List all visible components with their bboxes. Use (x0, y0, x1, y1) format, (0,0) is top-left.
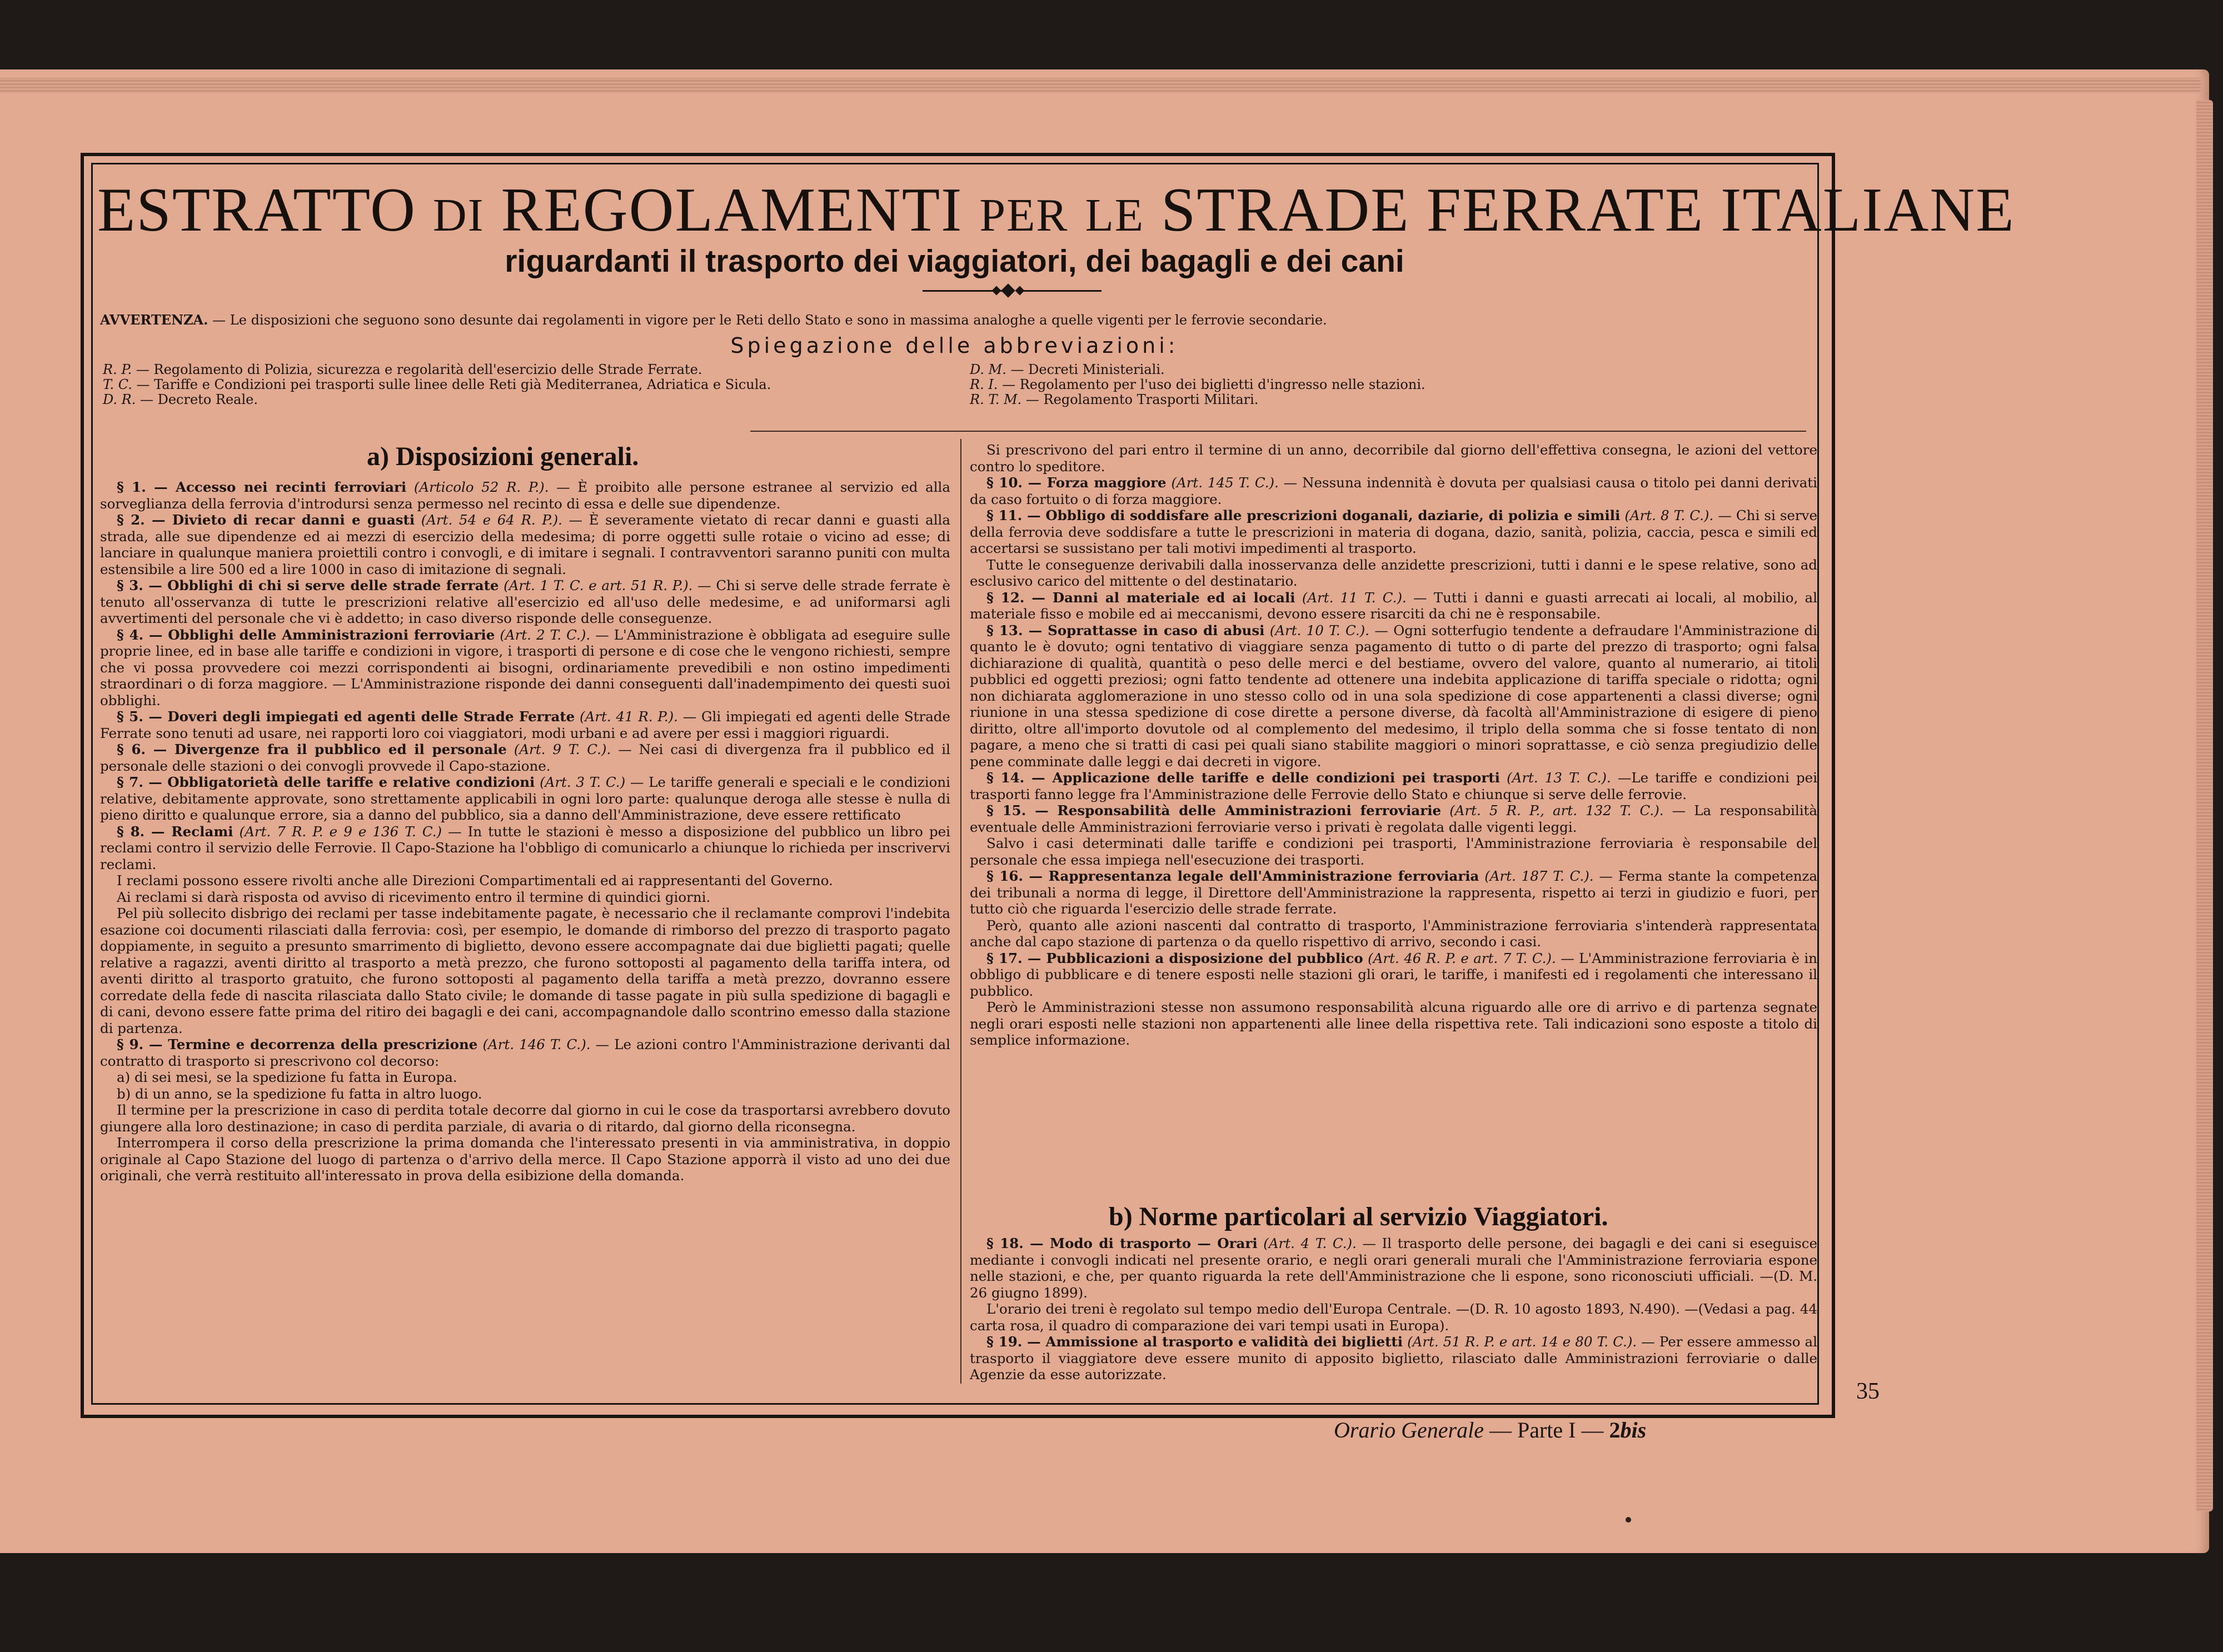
paragraph (970, 950, 1817, 1000)
paragraph-text: — Le tariffe generali e speciali e le condizioni relative, debitamente approvate, sono strettamente applicabili in ogni loro parte: qualunque deroga alle stesse è nulla di pieno diritto e qualunque errore, sia a danno del pubblico, sia a danno dell'Amministrazione, deve essere rettificato (100, 774, 950, 823)
paragraph-text: — In tutte le stazioni è messo a disposizione del pubblico un libro pei reclami contro il servizio delle Ferrovie. Il Capo-Stazione ha l'obbligo di comunicarlo a chiunque lo richieda per inscrivervi reclami. (100, 823, 950, 872)
abbreviations-heading: Spiegazione delle abbreviazioni: (730, 333, 1179, 358)
paragraph-reference: (Art. 8 T. C.). (1624, 507, 1714, 523)
paragraph (970, 622, 1817, 770)
paragraph (970, 999, 1817, 1049)
page-edge-right (2196, 100, 2213, 1511)
paragraph-text: — Chi si serve delle strade ferrate è tenuto all'osservanza di tutte le prescrizioni relative all'esercizio ed all'uso delle medesime, e ad uniformarsi agli avvertimenti del personale che vi è addetto; in caso diverso risponde delle conseguenze. (100, 577, 950, 626)
avvertenza-notice (100, 311, 1806, 329)
paragraph-reference: (Art. 1 T. C. e art. 51 R. P.). (504, 577, 693, 593)
title-word: STRADE FERRATE ITALIANE (1161, 176, 2015, 244)
right-column-b (970, 1235, 1817, 1383)
page-title (97, 176, 2015, 249)
paragraph (100, 741, 950, 774)
paragraph-heading: § 13. — Soprattasse in caso di abusi (986, 622, 1265, 638)
abbreviations-separator (750, 431, 1806, 432)
paragraph-text: — L'Amministrazione è obbligata ad eseguire sulle proprie linee, ed in base alle tariffe e condizioni in vigore, i trasporti di persone e di cose che le vengono richiesti, sempre che vi possa provvedere coi mezzi corrispondenti ai bisogni, ordinariamente prevedibili e non ostino impedimenti straordinari o di forza maggiore. — L'Amministrazione risponde dei danni conseguenti dall'inadempimento dei questi suoi obblighi. (100, 626, 950, 708)
title-word: PER (979, 189, 1069, 241)
paragraph-text: — È severamente vietato di recar danni e guasti alla strada, alle sue dipendenze ed ai mezzi di esercizio della medesima; di porre oggetti sulle rotaie o vicino ad esse; di lanciare in qualunque maniera proiettili contro i convogli, e di imitare i segnali. I contravventori saranno puniti con multa estensibile a lire 500 ed a lire 1000 in caso di imitazione di segnali. (100, 512, 950, 577)
paragraph-reference: (Art. 41 R. P.). (580, 708, 678, 725)
abbreviation-item: T. C. — Tariffe e Condizioni pei trasporti sulle linee delle Reti già Mediterranea, Adriatica e Sicula. (103, 377, 771, 392)
paragraph-text: — Ferma stante la competenza dei tribunali a norma di legge, il Direttore dell'Amministrazione la rappresenta, rispetto ai terzi in giudizio e fuori, per tutto ciò che riguarda l'esercizio delle strade ferrate. (970, 868, 1817, 917)
paragraph-heading: § 16. — Rappresentanza legale dell'Amministrazione ferroviaria (986, 868, 1479, 884)
paragraph (100, 1069, 950, 1086)
paragraph (970, 1334, 1817, 1383)
paragraph (100, 479, 950, 512)
paragraph-heading: § 19. — Ammissione al trasporto e validità dei biglietti (986, 1334, 1403, 1350)
paragraph-text: — Nessuna indennità è dovuta per qualsiasi causa o titolo pei danni derivati da caso fortuito o di forza maggiore. (970, 475, 1817, 507)
paragraph (970, 835, 1817, 868)
abbreviation-item: D. M. — Decreti Ministeriali. (970, 362, 1165, 377)
paragraph-reference: (Art. 11 T. C.). (1302, 589, 1407, 606)
page-number: 35 (1856, 1379, 1880, 1404)
ornament-divider (923, 282, 1100, 299)
paragraph-reference: (Art. 145 T. C.). (1171, 475, 1279, 491)
page-edge-top (0, 78, 2201, 93)
paragraph-reference: (Art. 10 T. C.). (1269, 622, 1370, 638)
paragraph-text: Interrompera il corso della prescrizione la prima domanda che l'interessato presenti in via amministrativa, in doppio originale al Capo Stazione del luogo di partenza o d'arrivo della merce. Il Capo Stazione apporrà il visto ad uno dei due originali, che verrà restituito all'interessato in prova della esibizione della domanda. (100, 1135, 950, 1184)
title-word: LE (1085, 189, 1145, 241)
footer-part: — Parte I — (1489, 1418, 1604, 1443)
avvertenza-text: — Le disposizioni che seguono sono desunte dai regolamenti in vigore per le Reti dello Stato e sono in massima analoghe a quelle vigenti per le ferrovie secondarie. (212, 312, 1327, 328)
paragraph-text: b) di un anno, se la spedizione fu fatta in altro luogo. (117, 1085, 482, 1102)
paragraph-text: Però, quanto alle azioni nascenti dal contratto di trasporto, l'Amministrazione ferroviaria s'intenderà rappresentata anche dal capo stazione di partenza o da quello rispettivo di arrivo, secondo i casi. (970, 917, 1817, 950)
page-subtitle: riguardanti il trasporto dei viaggiatori, dei bagagli e dei cani (505, 243, 1404, 279)
paragraph-reference: (Articolo 52 R. P.). (413, 479, 549, 495)
paragraph-text: — Il trasporto delle persone, dei bagagli e dei cani si eseguisce mediante i convogli indicati nel presente orario, e negli orari generali murali che l'Amministrazione ferroviaria espone nelle stazioni, e che, per quanto riguarda la rete dell'Amministrazione che li espone, sono riconosciuti ufficiali. —(D. M. 26 giugno 1899). (970, 1235, 1817, 1301)
paragraph-heading: § 2. — Divieto di recar danni e guasti (117, 512, 415, 528)
abbreviations-right (970, 362, 1776, 407)
paragraph-heading: § 3. — Obblighi di chi si serve delle strade ferrate (117, 577, 499, 593)
paragraph (100, 823, 950, 873)
paragraph-text: — L'Amministrazione ferroviaria è in obbligo di pubblicare e di tenere esposti nelle stazioni gli orari, le tariffe, i manifesti ed i regolamenti che interessano il pubblico. (970, 950, 1817, 999)
abbreviation-item: R. P. — Regolamento di Polizia, sicurezza e regolarità dell'esercizio delle Strade Ferrate. (103, 362, 702, 377)
paragraph-reference: (Art. 46 R. P. e art. 7 T. C.). (1368, 950, 1556, 966)
paragraph-reference: (Art. 146 T. C.). (482, 1036, 591, 1052)
paragraph-text: — Ogni sotterfugio tendente a defraudare l'Amministrazione di quanto le è dovuto; ogni tentativo di viaggiare senza pagamento di tutto o di parte del prezzo di trasporto; ogni falsa dichiarazione di qualità, quantità o peso delle merci e del bestiame, ovvero del valore, quanto al numerario, ai titoli pubblici ed oggetti preziosi; ogni fatto tendente ad ottenere una indebita applicazione di tariffa speciale o ridotta; ogni non dichiarata agglomerazione in uno stesso collo od in una sola spedizione di cose appartenenti a classi diverse; ogni riunione in una stessa spedizione di cose dirette a persone diverse, dà facoltà all'Amministrazione di esigere di pieno diritto, oltre all'importo dovutole od al complemento del medesimo, il triplo della somma che si fosse tentato di non pagare, a meno che si tratti di casi pei quali siano stabilite maggiori o minori soprattasse, e ciò senza pregiudizio delle pene comminate dalle leggi e dai decreti in vigore. (970, 622, 1817, 770)
paragraph (100, 905, 950, 1036)
paragraph-heading: § 11. — Obbligo di soddisfare alle prescrizioni doganali, daziarie, di polizia e simili (986, 507, 1621, 523)
avvertenza-label: AVVERTENZA. (100, 312, 208, 328)
paragraph-reference: (Art. 7 R. P. e 9 e 136 T. C.) (239, 823, 442, 840)
paragraph-text: — La responsabilità eventuale delle Amministrazioni ferroviarie verso i privati è regolata dalle vigenti leggi. (970, 802, 1817, 835)
paragraph (970, 868, 1817, 917)
paragraph-heading: § 1. — Accesso nei recinti ferroviari (117, 479, 407, 495)
paragraph-heading: § 15. — Responsabilità delle Amministrazioni ferroviarie (986, 802, 1442, 818)
abbreviation-item: D. R. — Decreto Reale. (103, 392, 258, 407)
footer-bis: bis (1620, 1418, 1647, 1443)
title-word: REGOLAMENTI (501, 176, 963, 244)
paragraph-text: Tutte le conseguenze derivabili dalla inosservanza delle anzidette prescrizioni, tutti i danni e le spese relative, sono ad esclusivo carico del mittente o del destinatario. (970, 556, 1817, 589)
paragraph-text: L'orario dei treni è regolato sul tempo medio dell'Europa Centrale. —(D. R. 10 agosto 1893, N.490). —(Vedasi a pag. 44 carta rosa, il quadro di comparazione dei vari tempi usati in Europa). (970, 1301, 1817, 1334)
title-word: DI (432, 189, 485, 241)
paragraph (970, 770, 1817, 802)
paragraph-heading: § 17. — Pubblicazioni a disposizione del pubblico (986, 950, 1363, 966)
paragraph-text: Il termine per la prescrizione in caso di perdita totale decorre dal giorno in cui le cose da trasportarsi avrebbero dovuto giungere alla loro destinazione; in caso di perdita parziale, di avaria o di ritardo, dal giorno della riconsegna. (100, 1102, 950, 1135)
paragraph-reference: (Art. 13 T. C.). (1507, 770, 1611, 786)
paragraph (970, 590, 1817, 622)
paragraph-heading: § 6. — Divergenze fra il pubblico ed il personale (117, 741, 507, 757)
paragraph-heading: § 5. — Doveri degli impiegati ed agenti delle Strade Ferrate (117, 708, 575, 725)
paragraph (100, 1086, 950, 1102)
paragraph-heading: § 4. — Obblighi delle Amministrazioni ferroviarie (117, 626, 495, 643)
paragraph-heading: § 12. — Danni al materiale ed ai locali (986, 589, 1295, 606)
footer-number: 2 (1609, 1418, 1621, 1443)
abbreviation-item: R. T. M. — Regolamento Trasporti Militari. (970, 392, 1259, 407)
paragraph-reference: (Art. 54 e 64 R. P.). (421, 512, 562, 528)
paragraph-heading: § 10. — Forza maggiore (986, 475, 1167, 491)
paragraph (970, 1235, 1817, 1301)
paragraph (970, 1301, 1817, 1334)
paragraph-heading: § 7. — Obbligatorietà delle tariffe e relative condizioni (117, 774, 535, 790)
footer-title: Orario Generale (1334, 1418, 1484, 1443)
paragraph-text: Però le Amministrazioni stesse non assumono responsabilità alcuna riguardo alle ore di arrivo e di partenza segnate negli orari esposti nelle stazioni non appartenenti alle linee della rispettiva rete. Tali indicazioni sono esposte a titolo di semplice informazione. (970, 999, 1817, 1048)
paragraph-text: — Per essere ammesso al trasporto il viaggiatore deve essere munito di apposito biglietto, rilasciato dalle Amministrazioni ferroviarie o dalle Agenzie da esse autorizzate. (970, 1334, 1817, 1383)
paragraph (100, 774, 950, 823)
paragraph (970, 475, 1817, 507)
paragraph-reference: (Art. 9 T. C.). (514, 741, 611, 757)
paragraph (970, 557, 1817, 590)
paragraph (100, 872, 950, 889)
left-column (100, 479, 950, 1184)
paragraph (970, 507, 1817, 557)
right-column (970, 442, 1817, 1049)
page-footer (1334, 1417, 1646, 1443)
paragraph-reference: (Art. 51 R. P. e art. 14 e 80 T. C.). (1407, 1334, 1637, 1350)
paragraph (100, 708, 950, 741)
abbreviation-item: R. I. — Regolamento per l'uso dei biglietti d'ingresso nelle stazioni. (970, 377, 1425, 392)
title-word: ESTRATTO (97, 176, 416, 244)
paragraph-text: a) di sei mesi, se la spedizione fu fatta in Europa. (117, 1069, 457, 1085)
paragraph (100, 889, 950, 906)
paragraph (100, 512, 950, 577)
paragraph (100, 577, 950, 627)
paragraph-heading: § 8. — Reclami (117, 823, 233, 840)
section-a-heading: a) Disposizioni generali. (367, 442, 639, 471)
paragraph-text: —Le tariffe e condizioni pei trasporti fanno legge fra l'Amministrazione delle Ferrovie dello Stato e chiunque si serve delle ferrovie. (970, 770, 1817, 802)
paragraph-reference: (Art. 187 T. C.). (1484, 868, 1594, 884)
paragraph-text: Ai reclami si darà risposta od avviso di ricevimento entro il termine di quindici giorni. (117, 889, 711, 905)
print-speck (1626, 1517, 1631, 1523)
paragraph (100, 627, 950, 709)
column-separator (960, 439, 961, 1384)
paragraph-reference: (Art. 3 T. C.) (540, 774, 626, 790)
paragraph-text: — È proibito alle persone estranee al servizio ed alla sorveglianza della ferrovia d'introdursi senza permesso nel recinto di essa e delle sue dipendenze. (100, 479, 950, 512)
paragraph-text: Salvo i casi determinati dalle tariffe e condizioni pei trasporti, l'Amministrazione ferroviaria è responsabile del personale che essa impiega nell'esecuzione dei trasporti. (970, 835, 1817, 868)
paragraph-reference: (Art. 2 T. C.). (500, 626, 591, 643)
paragraph-text: — Tutti i danni e guasti arrecati ai locali, al mobilio, al materiale fisso e mobile ed ai meccanismi, devono essere risarciti da chi ne è responsabile. (970, 589, 1817, 622)
paragraph-text: — Gli impiegati ed agenti delle Strade Ferrate sono tenuti ad usare, nei rapporti loro coi viaggiatori, modi urbani e ad avere per essi i maggiori riguardi. (100, 708, 950, 741)
paragraph (970, 917, 1817, 950)
paragraph (100, 1135, 950, 1184)
paragraph-text: Pel più sollecito disbrigo dei reclami per tasse indebitamente pagate, è necessario che il reclamante comprovi l'indebita esazione coi documenti rilasciati dalla ferrovia: così, per esempio, le domande di rimborso del prezzo di trasporto pagato doppiamente, in seguito a presunto smarrimento di biglietto, devono essere accompagnate dai due biglietti pagati; quelle relative a ragazzi, aventi diritto al trasporto a metà prezzo, che furono sottoposti al pagamento della tariffa intera, od aventi diritto al trasporto gratuito, che furono sottoposti al pagamento della tariffa a metà prezzo, dovranno essere corredate della fede di nascita rilasciata dallo Stato civile; le domande di tasse pagate in più sulla spedizione di bagagli e di cani, devono essere fatte prima del ritiro dei bagagli e dei cani, accompagnandole dallo scontrino emesso dalla stazione di partenza. (100, 905, 950, 1036)
paragraph-text: — Le azioni contro l'Amministrazione derivanti dal contratto di trasporto si prescrivono col decorso: (100, 1036, 951, 1069)
paragraph-reference: (Art. 4 T. C.). (1263, 1235, 1357, 1251)
paragraph-text: — Chi si serve della ferrovia deve soddisfare a tutte le prescrizioni in materia di dogana, dazio, sanità, polizia, caccia, pesca e simili ed accertarsi se sussistano per tali motivi impedimenti al trasporto. (970, 507, 1817, 556)
paragraph (970, 802, 1817, 835)
paragraph (100, 1102, 950, 1135)
paragraph (100, 1036, 950, 1069)
paragraph (970, 442, 1817, 475)
section-b-heading: b) Norme particolari al servizio Viaggiatori. (1109, 1202, 1608, 1231)
paragraph-reference: (Art. 5 R. P., art. 132 T. C.). (1449, 802, 1664, 818)
abbreviations-left (103, 362, 948, 407)
paragraph-text: — Nei casi di divergenza fra il pubblico ed il personale delle stazioni o dei convogli provvede il Capo-stazione. (100, 741, 950, 774)
paragraph-heading: § 9. — Termine e decorrenza della prescrizione (117, 1036, 478, 1052)
paragraph-text: Si prescrivono del pari entro il termine di un anno, decorribile dal giorno dell'effettiva consegna, le azioni del vettore contro lo speditore. (970, 442, 1817, 475)
paragraph-text: I reclami possono essere rivolti anche alle Direzioni Compartimentali ed ai rappresentanti del Governo. (117, 872, 833, 889)
paragraph-heading: § 14. — Applicazione delle tariffe e delle condizioni pei trasporti (986, 770, 1500, 786)
paragraph-heading: § 18. — Modo di trasporto — Orari (986, 1235, 1258, 1251)
